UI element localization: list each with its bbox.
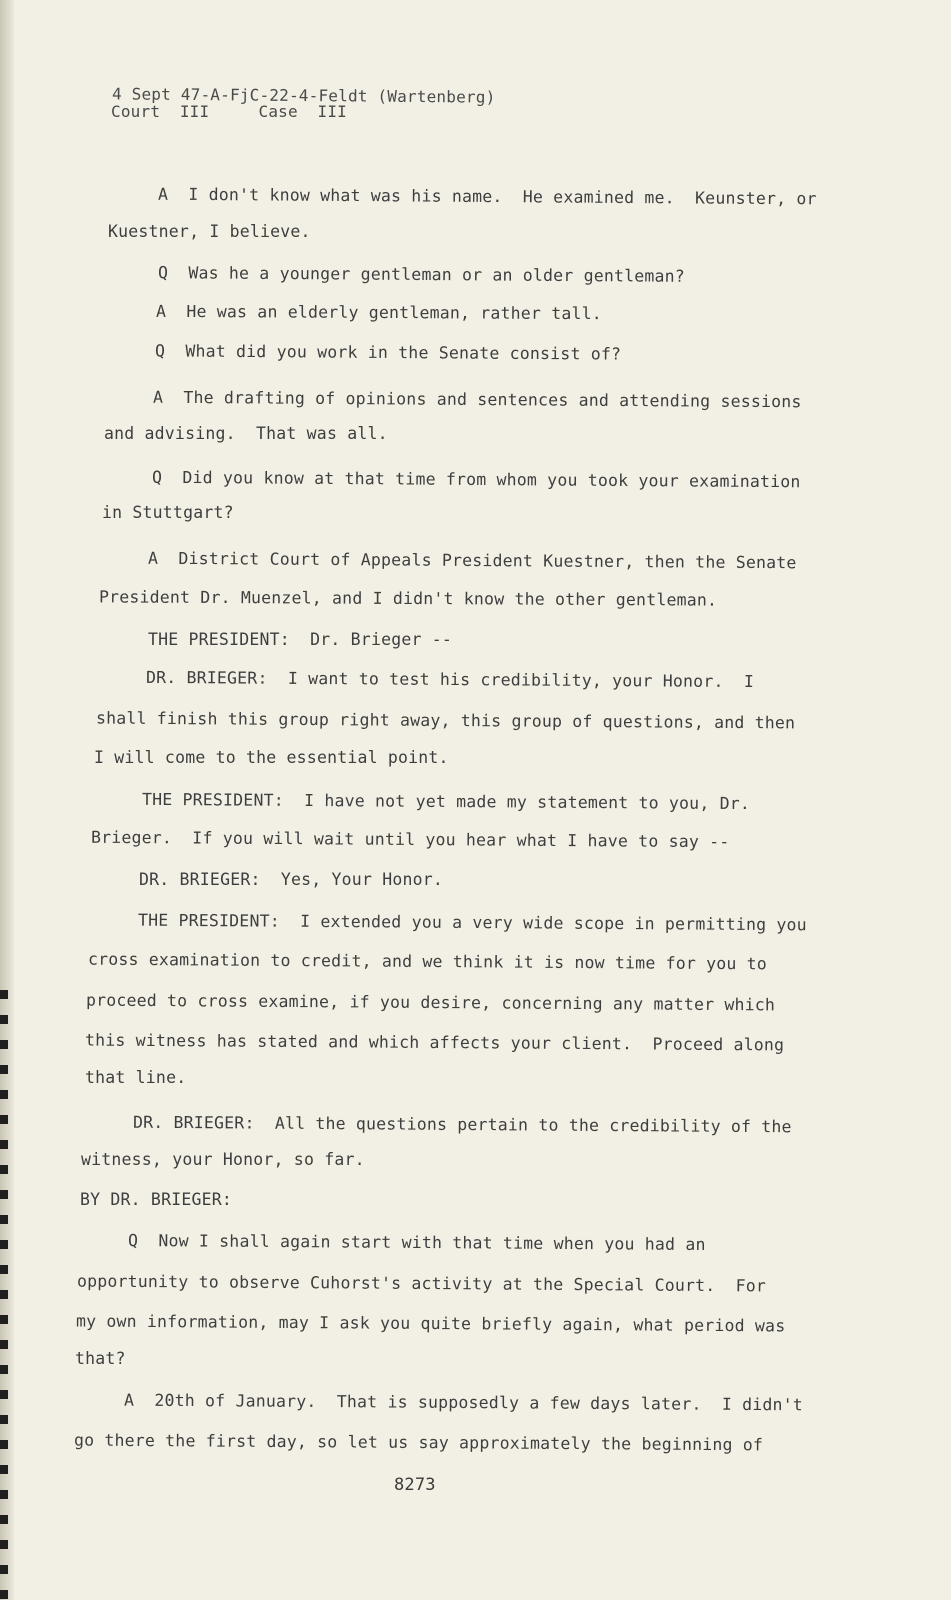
- text-line: THE PRESIDENT: I have not yet made my statement to you, Dr.: [141, 789, 751, 814]
- text-line: President Dr. Muenzel, and I didn't know the other gentleman.: [98, 587, 718, 610]
- page-number: 8273: [394, 1475, 436, 1495]
- text-line: this witness has stated and which affects your client. Proceed along: [84, 1030, 785, 1055]
- text-line: DR. BRIEGER: I want to test his credibility, your Honor. I: [145, 667, 755, 692]
- text-line: that?: [75, 1349, 126, 1368]
- text-line: THE PRESIDENT: I extended you a very wide scope in permitting you: [137, 910, 807, 935]
- text-line: my own information, may I ask you quite briefly again, what period was: [75, 1311, 786, 1336]
- text-line: BY DR. BRIEGER:: [80, 1190, 233, 1209]
- text-line: DR. BRIEGER: All the questions pertain to the credibility of the: [132, 1112, 792, 1137]
- text-line: go there the first day, so let us say approximately the beginning of: [73, 1430, 764, 1455]
- text-line: Q Now I shall again start with that time when you had an: [127, 1230, 706, 1255]
- header-line-1: 4 Sept 47-A-FjC-22-4-Feldt (Wartenberg): [111, 84, 496, 107]
- text-line: A The drafting of opinions and sentences and attending sessions: [152, 387, 802, 412]
- text-line: shall finish this group right away, this group of questions, and then: [95, 708, 796, 733]
- text-line: Kuestner, I believe.: [108, 222, 311, 241]
- text-line: THE PRESIDENT: Dr. Brieger --: [148, 630, 453, 649]
- text-line: opportunity to observe Cuhorst's activity at the Special Court. For: [76, 1271, 767, 1296]
- text-line: A He was an elderly gentleman, rather tall.: [155, 301, 602, 324]
- text-line: A 20th of January. That is supposedly a few days later. I didn't: [123, 1390, 804, 1415]
- text-line: A I don't know what was his name. He examined me. Keunster, or: [157, 184, 817, 209]
- text-line: A District Court of Appeals President Kuestner, then the Senate: [147, 548, 797, 573]
- text-line: I will come to the essential point.: [94, 748, 449, 767]
- header-line-2: Court III Case III: [111, 102, 347, 121]
- text-line: and advising. That was all.: [104, 424, 388, 443]
- text-line: proceed to cross examine, if you desire, concerning any matter which: [85, 990, 776, 1015]
- text-line: in Stuttgart?: [102, 503, 234, 522]
- text-line: that line.: [85, 1068, 187, 1087]
- text-line: Q Was he a younger gentleman or an older gentleman?: [157, 263, 686, 286]
- text-line: witness, your Honor, so far.: [81, 1150, 365, 1169]
- text-line: cross examination to credit, and we think it is now time for you to: [87, 949, 768, 974]
- text-line: Brieger. If you will wait until you hear what I have to say --: [90, 827, 730, 852]
- text-line: Q Did you know at that time from whom you took your examination: [151, 467, 801, 492]
- text-line: Q What did you work in the Senate consist of?: [154, 341, 622, 364]
- text-line: DR. BRIEGER: Yes, Your Honor.: [139, 870, 444, 889]
